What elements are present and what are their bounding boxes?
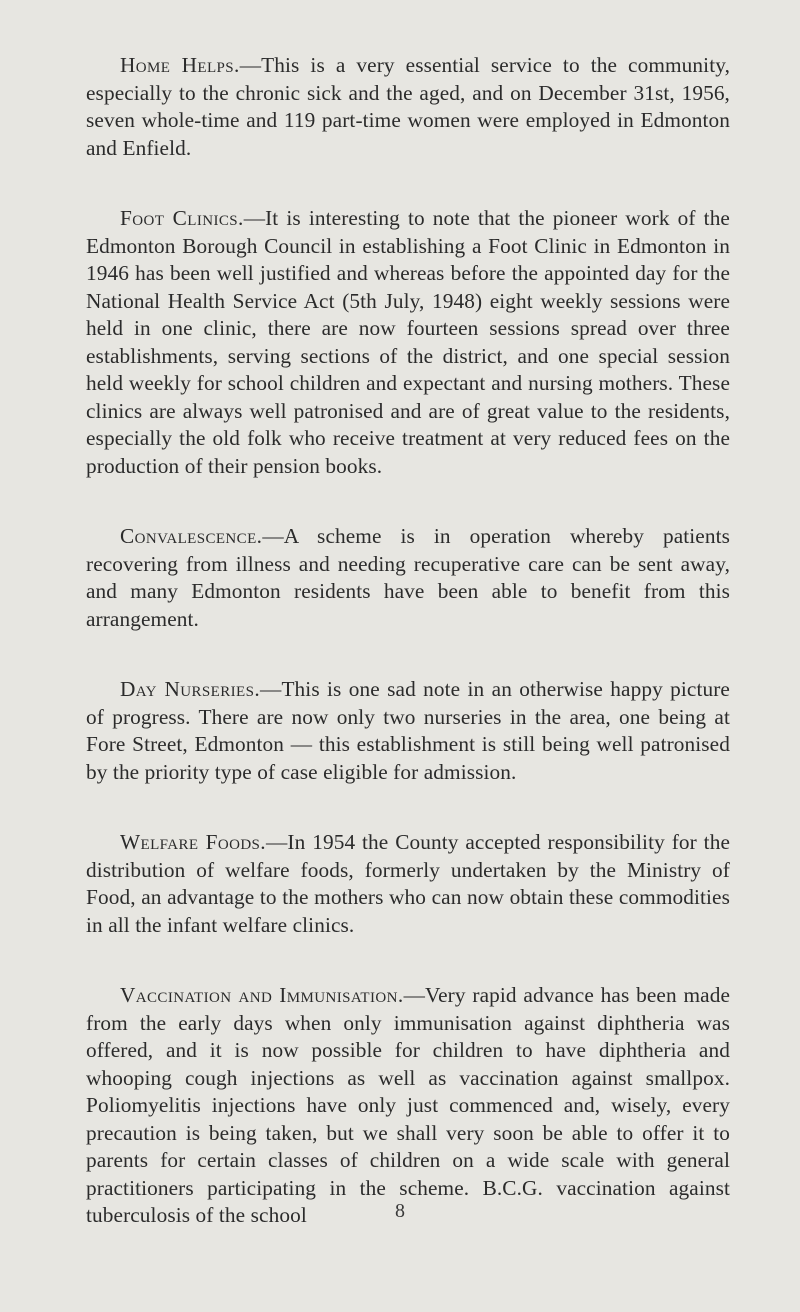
paragraph-welfare-foods [86,829,730,939]
section-body: —This is one sad note in an otherwise happy picture of progress. There are now only two nurseries in the area, one being at Fore Street, Edmonton — this establishment is still being well patronised by the priority type of case eligible for admission. [86,677,730,784]
paragraph-home-helps [86,52,730,162]
section-body: —A scheme is in operation whereby patients recovering from illness and needing recuperative care can be sent away, and many Edmonton residents have been able to benefit from this arrangement. [86,524,730,631]
page-number: 8 [395,1200,405,1222]
paragraph-convalescence [86,523,730,633]
section-heading: Convalescence. [120,524,263,548]
section-heading: Welfare Foods. [120,830,267,854]
paragraph-vaccination [86,982,730,1230]
section-heading: Foot Clinics. [120,206,244,230]
section-body: —It is interesting to note that the pioneer work of the Edmonton Borough Council in establishing a Foot Clinic in Edmonton in 1946 has been well justified and whereas before the appointed day for the National Health Service Act (5th July, 1948) eight weekly sessions were held in one clinic, there are now fourteen sessions spread over three establishments, serving sections of the district, and one special session held weekly for school children and expectant and nursing mothers. These clinics are always well patronised and are of great value to the residents, especially the old folk who receive treatment at very reduced fees on the production of their pension books. [86,206,730,478]
section-body: —Very rapid advance has been made from the early days when only immunisation against diphtheria was offered, and it is now possible for children to have diphtheria and whooping cough injections as well as vaccination against smallpox. Poliomyelitis injections have only just commenced and, wisely, every precaution is being taken, but we shall very soon be able to offer it to parents for certain classes of children on a wide scale with general practitioners participating in the scheme. B.C.G. vaccination against tuberculosis of the school [86,983,731,1227]
section-heading: Vaccination and Immunisation. [120,983,404,1007]
section-body: —In 1954 the County accepted responsibility for the distribution of welfare foods, formerly undertaken by the Ministry of Food, an advantage to the mothers who can now obtain these commodities in all the infant welfare clinics. [86,830,730,937]
section-body: —This is a very essential service to the community, especially to the chronic sick and the aged, and on December 31st, 1956, seven whole-time and 119 part-time women were employed in Edmonton and Enfield. [86,53,730,160]
paragraph-day-nurseries [86,676,730,786]
document-page [86,52,730,1273]
section-heading: Day Nurseries. [120,677,261,701]
paragraph-foot-clinics [86,205,730,480]
section-heading: Home Helps. [120,53,240,77]
